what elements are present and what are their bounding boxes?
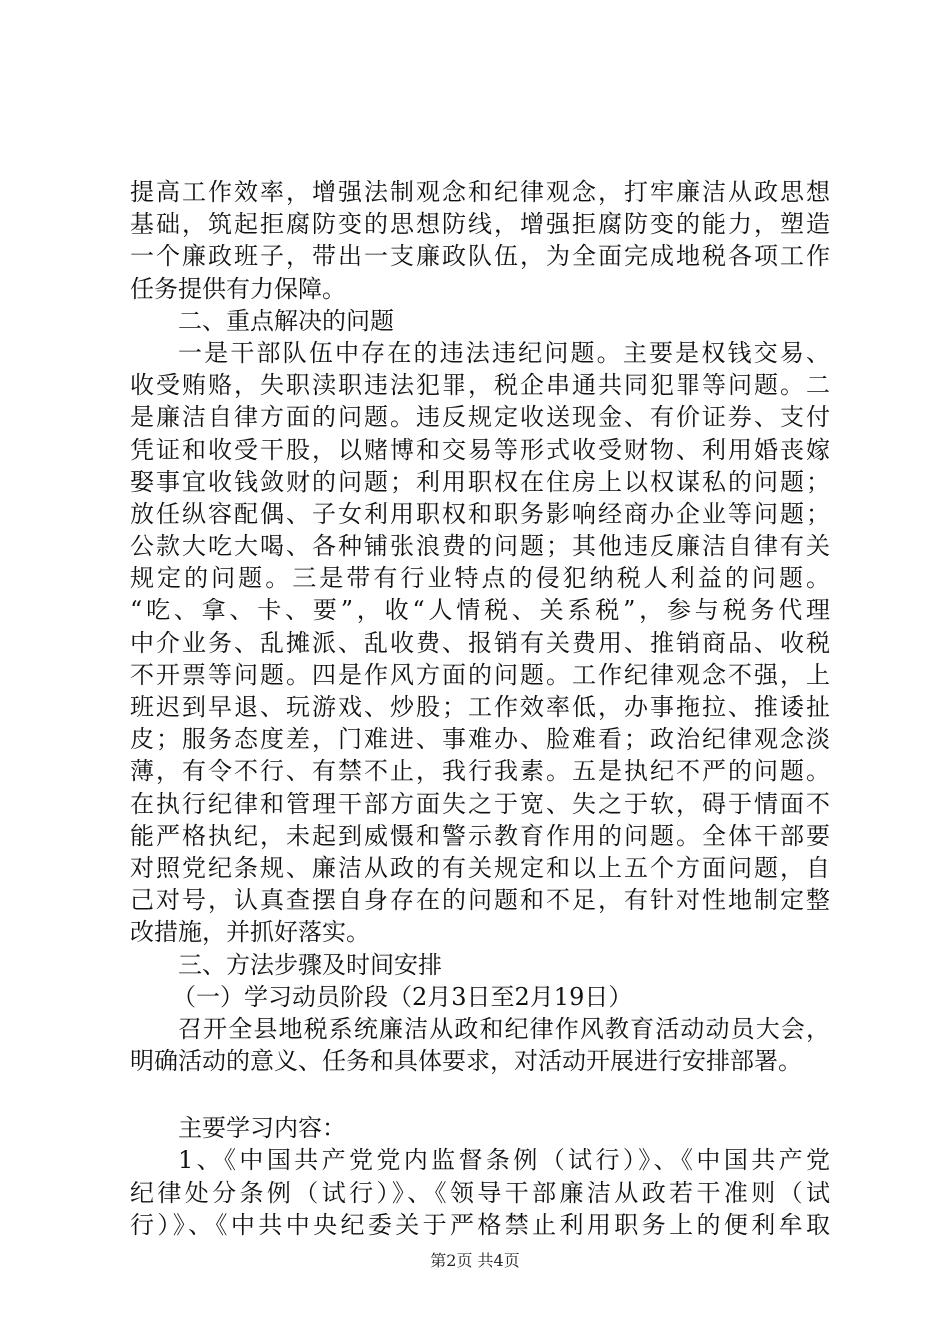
body-line: 公款大吃大喝、各种铺张浪费的问题；其他违反廉洁自律有关 [130,532,830,561]
body-line: 一是干部队伍中存在的违法违纪问题。主要是权钱交易、 [178,338,830,367]
body-line: 改措施，并抓好落实。 [130,918,370,947]
body-line: 放任纵容配偶、子女利用职权和职务影响经商办企业等问题； [130,499,830,528]
body-line: 班迟到早退、玩游戏、炒股；工作效率低，办事拖拉、推诿扯 [130,693,830,721]
body-line: 任务提供有力保障。 [130,274,346,303]
body-line: 对照党纪条规、廉洁从政的有关规定和以上五个方面问题，自 [130,853,830,882]
body-line: 能严格执纪，未起到威慑和警示教育作用的问题。全体干部要 [130,821,830,850]
section-heading: 三、方法步骤及时间安排 [178,950,442,979]
body-line: 己对号，认真查摆自身存在的问题和不足，有针对性地制定整 [130,886,830,915]
body-line: 不开票等问题。四是作风方面的问题。工作纪律观念不强，上 [130,660,830,689]
paragraph-gap [130,1077,830,1112]
section-heading: 二、重点解决的问题 [178,306,394,335]
body-line: 一个廉政班子，带出一支廉政队伍，为全面完成地税各项工作 [130,242,830,271]
body-line: 提高工作效率，增强法制观念和纪律观念，打牢廉洁从政思想 [130,178,830,206]
body-line: 中介业务、乱摊派、乱收费、报销有关费用、推销商品、收税 [130,628,830,657]
body-line: “吃、拿、卡、要”，收“人情税、关系税”，参与税务代理 [130,596,830,625]
body-line: 召开全县地税系统廉洁从政和纪律作风教育活动动员大会， [178,1014,830,1043]
body-line: 规定的问题。三是带有行业特点的侵犯纳税人利益的问题。 [130,564,830,593]
body-line: 在执行纪律和管理干部方面失之于宽、失之于软，碍于情面不 [130,789,830,818]
document-body [130,176,830,1241]
body-line: 1、《中国共产党党内监督条例（试行）》、《中国共产党 [178,1146,830,1175]
body-line: 凭证和收受干股，以赌博和交易等形式收受财物、利用婚丧嫁 [130,435,830,464]
subsection-heading: （一）学习动员阶段（2月3日至2月19日） [172,982,633,1011]
body-line: 基础，筑起拒腐防变的思想防线，增强拒腐防变的能力，塑造 [130,210,830,239]
body-line: 是廉洁自律方面的问题。违反规定收送现金、有价证券、支付 [130,403,830,432]
body-line: 娶事宜收钱敛财的问题；利用职权在住房上以权谋私的问题； [130,467,830,496]
page-number-footer: 第2页 共4页 [430,1251,520,1270]
body-line: 纪律处分条例（试行）》、《领导干部廉洁从政若干准则（试 [130,1178,830,1207]
body-line: 薄，有令不行、有禁不止，我行我素。五是执纪不严的问题。 [130,757,830,786]
body-line: 行）》、《中共中央纪委关于严格禁止利用职务上的便利牟取 [130,1210,830,1239]
body-line: 皮；服务态度差，门难进、事难办、脸难看；政治纪律观念淡 [130,725,830,754]
body-line: 主要学习内容： [178,1114,346,1143]
body-line: 收受贿赂，失职渎职违法犯罪，税企串通共同犯罪等问题。二 [130,371,830,400]
body-line: 明确活动的意义、任务和具体要求，对活动开展进行安排部署。 [130,1047,802,1076]
